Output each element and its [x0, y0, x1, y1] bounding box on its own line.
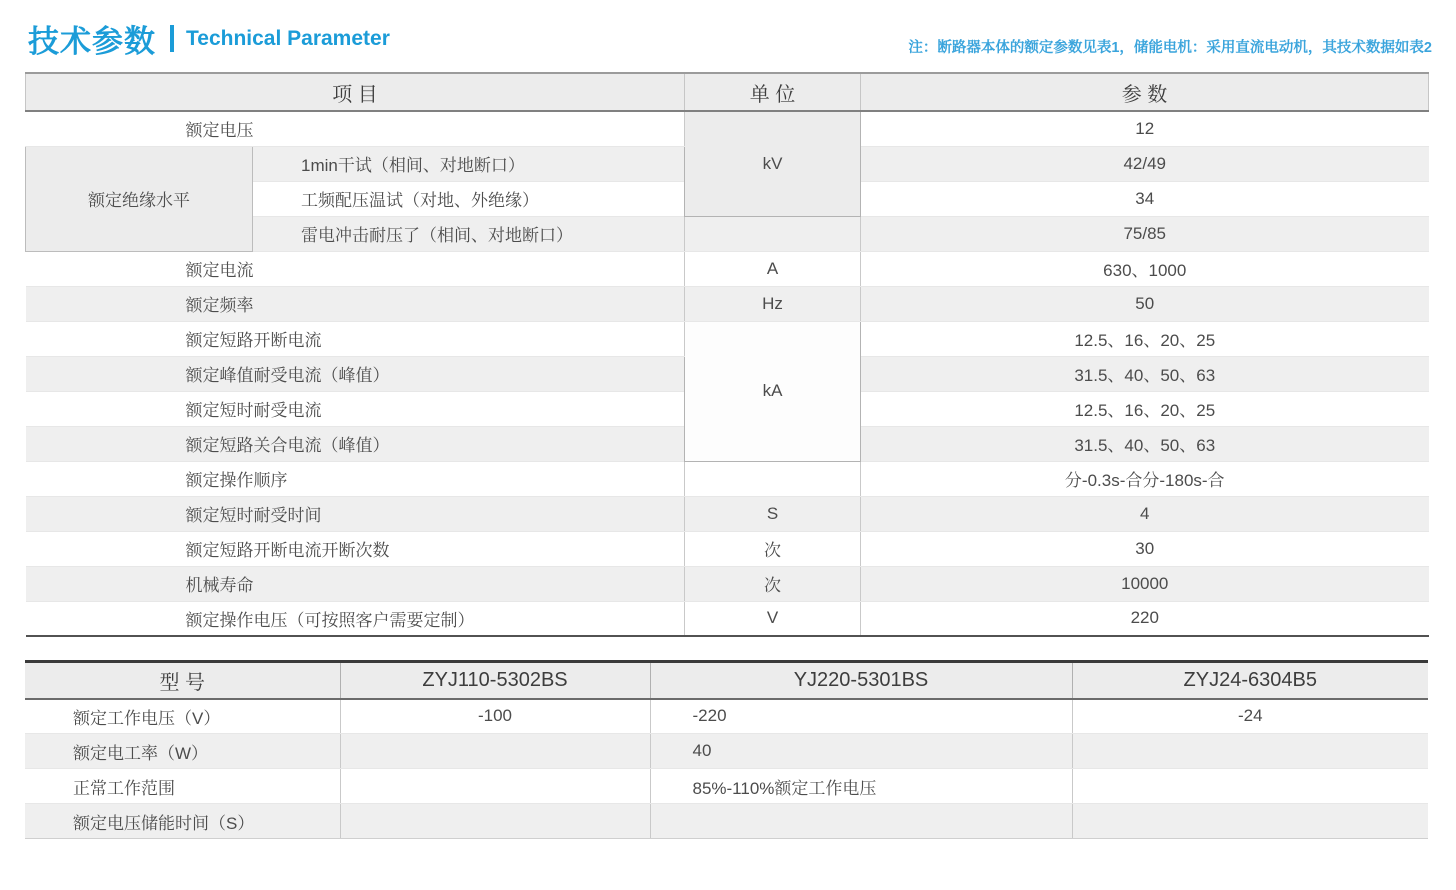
row-unit: Hz: [685, 286, 861, 321]
col-header-unit: 单 位: [685, 73, 861, 111]
table2-header-row: [25, 662, 1428, 699]
col-header-model-1: ZYJ110-5302BS: [340, 662, 650, 699]
row-value: 12: [861, 111, 1429, 146]
row-unit: [685, 461, 861, 496]
row-item: 额定短时耐受时间: [26, 496, 685, 531]
col-header-model-3: ZYJ24-6304B5: [1072, 662, 1428, 699]
row-value-model-2: 40: [650, 734, 1072, 769]
row-value-model-2: -220: [650, 699, 1072, 734]
row-item: 额定操作电压（可按照客户需要定制）: [26, 601, 685, 636]
row-value: 12.5、16、20、25: [861, 391, 1429, 426]
row-item: 1min干试（相间、对地断口）: [253, 146, 685, 181]
row-item: 额定峰值耐受电流（峰值）: [26, 356, 685, 391]
row-value: 34: [861, 181, 1429, 216]
row-unit: A: [685, 251, 861, 286]
row-item: 额定电压: [26, 111, 685, 146]
table-row: [26, 601, 1429, 636]
merged-unit-ka: kA: [685, 321, 861, 461]
row-label: 额定电压储能时间（S）: [25, 804, 340, 839]
row-unit: V: [685, 601, 861, 636]
row-item: 额定频率: [26, 286, 685, 321]
row-label: 额定电工率（W）: [25, 734, 340, 769]
table-row: [25, 804, 1428, 839]
row-value-model-3: [1072, 769, 1428, 804]
title-chinese: 技术参数: [28, 24, 156, 59]
table-row: [26, 286, 1429, 321]
row-value-model-3: -24: [1072, 699, 1428, 734]
merged-unit-kv: kV: [685, 111, 861, 216]
title-divider: [170, 25, 174, 52]
row-unit: 次: [685, 566, 861, 601]
row-value-model-1: -100: [340, 699, 650, 734]
row-value: 42/49: [861, 146, 1429, 181]
row-item: 额定短路开断电流开断次数: [26, 531, 685, 566]
rated-parameters-table: [25, 72, 1429, 637]
table-row: [26, 496, 1429, 531]
table-row: [26, 251, 1429, 286]
table-row: [26, 566, 1429, 601]
row-item: 工频配压温试（对地、外绝缘）: [253, 181, 685, 216]
row-value: 630、1000: [861, 251, 1429, 286]
table-row: [25, 734, 1428, 769]
col-header-model-2: YJ220-5301BS: [650, 662, 1072, 699]
row-item: 额定电流: [26, 251, 685, 286]
row-value-model-3: [1072, 804, 1428, 839]
row-value: 4: [861, 496, 1429, 531]
row-value: 31.5、40、50、63: [861, 356, 1429, 391]
col-header-model: 型 号: [25, 662, 340, 699]
row-value-model-2: 85%-110%额定工作电压: [650, 769, 1072, 804]
row-item: 机械寿命: [26, 566, 685, 601]
row-value: 12.5、16、20、25: [861, 321, 1429, 356]
table-row: [26, 321, 1429, 356]
table-row: [26, 461, 1429, 496]
row-value: 50: [861, 286, 1429, 321]
row-label: 正常工作范围: [25, 769, 340, 804]
row-value-model-3: [1072, 734, 1428, 769]
insulation-group-cell: 额定绝缘水平: [26, 146, 253, 251]
page-header: [0, 0, 1456, 72]
row-label: 额定工作电压（V）: [25, 699, 340, 734]
row-value-model-1: [340, 769, 650, 804]
row-item: 额定短路关合电流（峰值）: [26, 426, 685, 461]
table-row: [25, 699, 1428, 734]
motor-models-table: [25, 660, 1428, 839]
table-row: [25, 769, 1428, 804]
table-row: [26, 531, 1429, 566]
row-value: 30: [861, 531, 1429, 566]
row-unit: S: [685, 496, 861, 531]
row-item: 额定短路开断电流: [26, 321, 685, 356]
row-item: 额定操作顺序: [26, 461, 685, 496]
row-value: 75/85: [861, 216, 1429, 251]
row-value-model-1: [340, 804, 650, 839]
table-row: [26, 111, 1429, 146]
row-value: 10000: [861, 566, 1429, 601]
row-item: 额定短时耐受电流: [26, 391, 685, 426]
row-value-model-2: [650, 804, 1072, 839]
row-unit: 次: [685, 531, 861, 566]
table1-header-row: [26, 73, 1429, 111]
row-value-model-1: [340, 734, 650, 769]
row-value: 220: [861, 601, 1429, 636]
col-header-item: 项 目: [26, 73, 685, 111]
row-value: 31.5、40、50、63: [861, 426, 1429, 461]
row-unit: [685, 216, 861, 251]
row-value: 分-0.3s-合分-180s-合: [861, 461, 1429, 496]
col-header-param: 参 数: [861, 73, 1429, 111]
row-item: 雷电冲击耐压了（相间、对地断口）: [253, 216, 685, 251]
title-english: Technical Parameter: [186, 26, 390, 50]
header-note: 注：断路器本体的额定参数见表1，储能电机：采用直流电动机，其技术数据如表2: [908, 40, 1432, 56]
